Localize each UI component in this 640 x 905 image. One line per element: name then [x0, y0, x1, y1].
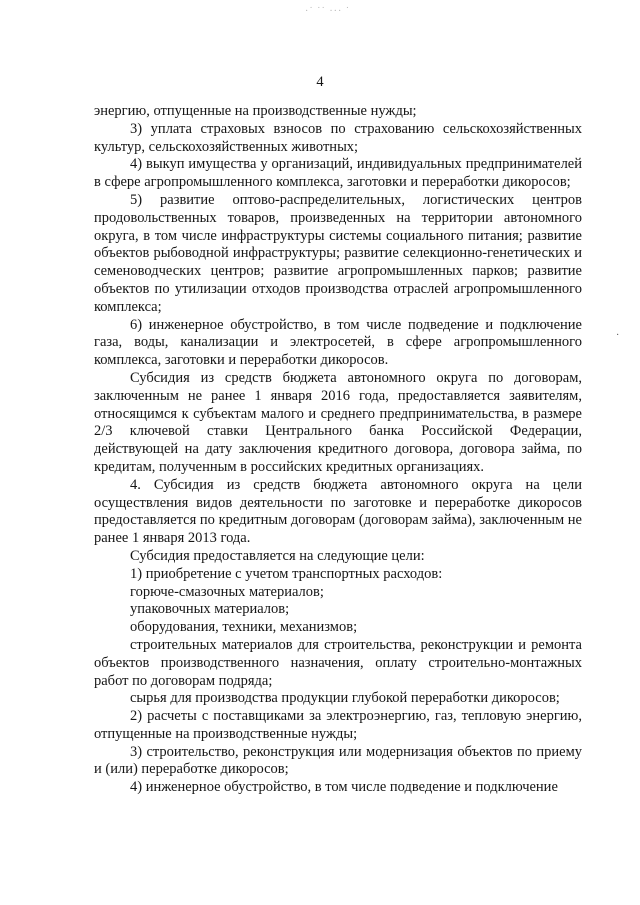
paragraph: горюче-смазочных материалов; — [130, 583, 324, 600]
paragraph: 4. Субсидия из средств бюджета автономного округа на цели осуществления видов деятельности по заготовке и переработке дикоросов предоставляется по кредитным договорам (договорам займа), заключенным не ранее 1 января 2013 года. — [94, 476, 582, 547]
paragraph: 3) строительство, реконструкция или модернизация объектов по приему и (или) переработке дикоросов; — [94, 743, 582, 778]
paragraph: Субсидия из средств бюджета автономного округа по договорам, заключенным не ранее 1 января 2016 года, предоставляется заявителям, относящимся к субъектам малого и среднего предпринимательства, в размере 2/3 ключевой ставки Центрального банка Российской Федерации, действующей на дату заключения кредитного договора, договора займа, по кредитам, полученным в российских кредитных организациях. — [94, 369, 582, 475]
paragraph: энергию, отпущенные на производственные нужды; — [94, 103, 417, 119]
paragraph: 1) приобретение с учетом транспортных расходов: — [130, 565, 443, 582]
paragraph: Субсидия предоставляется на следующие цели: — [130, 547, 425, 564]
paragraph: строительных материалов для строительства, реконструкции и ремонта объектов производственного назначения, оплату строительно-монтажных работ по договорам подряда; — [94, 636, 582, 689]
paragraph: 5) развитие оптово-распределительных, логистических центров продовольственных товаров, произведенных на территории автономного округа, в том числе инфраструктуры системы социального питания; развитие объектов рыбоводной инфраструктуры; развитие селекционно-генетических и семеноводческих центров; развитие агропромышленных парков; развитие объектов по утилизации отходов производства отраслей агропромышленного комплекса; — [94, 191, 582, 315]
scan-dot: · — [616, 330, 620, 341]
paragraph: 4) выкуп имущества у организаций, индивидуальных предпринимателей в сфере агропромышленного комплекса, заготовки и переработки дикоросов; — [94, 156, 582, 191]
scan-artifact: ·˙ ˙˙ ··· ˙ — [305, 6, 351, 17]
paragraph: сырья для производства продукции глубокой переработки дикоросов; — [130, 690, 560, 707]
paragraph: 3) уплата страховых взносов по страхованию сельскохозяйственных культур, сельскохозяйственных животных; — [94, 120, 582, 155]
page-number: 4 — [316, 74, 324, 90]
document-body — [94, 103, 582, 797]
paragraph: оборудования, техники, механизмов; — [130, 619, 358, 636]
paragraph: 6) инженерное обустройство, в том числе подведение и подключение газа, воды, канализации и электросетей, в сфере агропромышленного комплекса, заготовки и переработки дикоросов. — [94, 316, 582, 369]
paragraph: упаковочных материалов; — [130, 601, 290, 618]
paragraph: 2) расчеты с поставщиками за электроэнергию, газ, тепловую энергию, отпущенные на производственные нужды; — [94, 708, 582, 742]
paragraph: 4) инженерное обустройство, в том числе подведение и подключение — [130, 779, 558, 796]
